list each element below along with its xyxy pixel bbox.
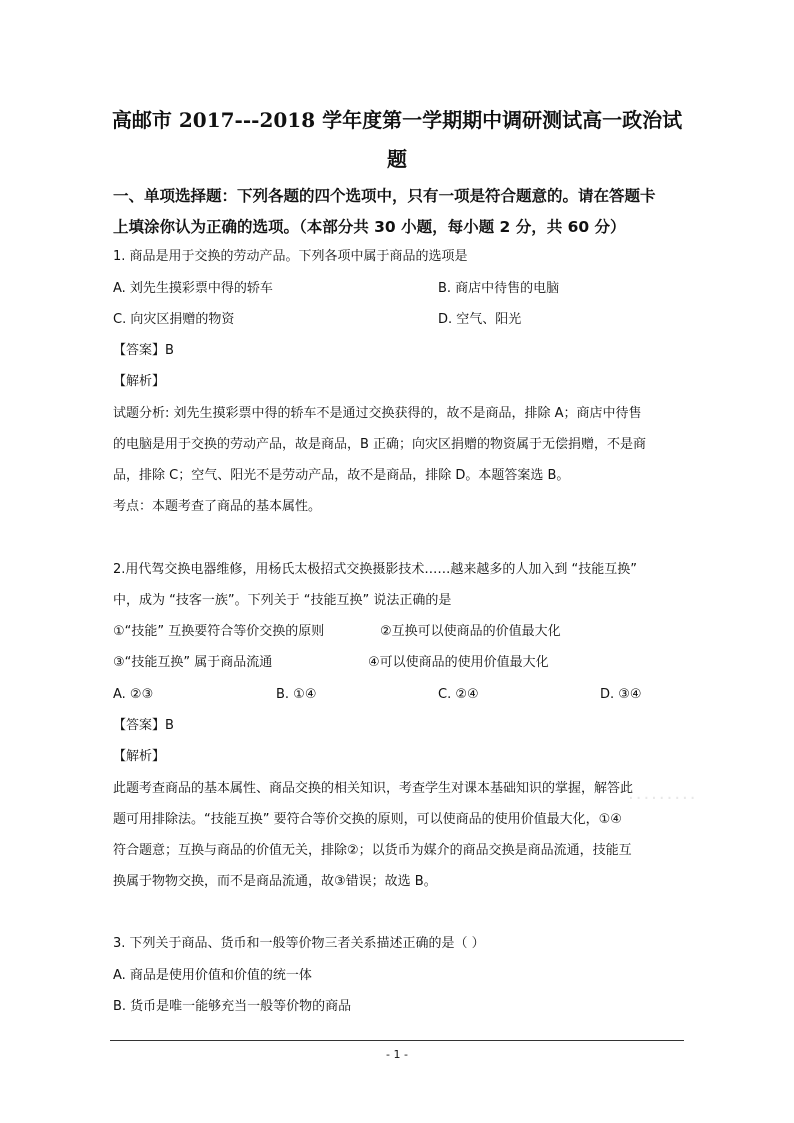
q2-analysis-line: 此题考查商品的基本属性、商品交换的相关知识，考查学生对课本基础知识的掌握，解答此 [113, 781, 634, 796]
q2-stem: 2.用代驾交换电器维修，用杨氏太极招式交换摄影技术……越来越多的人加入到 “技能互换” [113, 562, 638, 577]
q2-analysis-line: 符合题意；互换与商品的价值无关，排除②；以货币为媒介的商品交换是商品流通，技能互 [113, 843, 632, 858]
q2-option-d: D. ③④ [600, 687, 642, 702]
q1-knowledge-point: 考点：本题考查了商品的基本属性。 [113, 499, 322, 514]
page-title-continued: 题 [387, 147, 407, 171]
q1-analysis-line: 的电脑是用于交换的劳动产品，故是商品，B 正确；向灾区捐赠的物资属于无偿捐赠，不是商 [113, 437, 647, 452]
q2-stem-continued: 中，成为 “技客一族”。下列关于 “技能互换” 说法正确的是 [113, 593, 452, 608]
watermark: ········· [628, 788, 698, 809]
page-number: - 1 - [386, 1048, 408, 1061]
q2-option-a: A. ②③ [113, 687, 154, 702]
q2-statement-4: ④可以使商品的使用价值最大化 [368, 655, 549, 670]
q1-option-c: C. 向灾区捐赠的物资 [113, 312, 235, 327]
q3-option-a: A. 商品是使用价值和价值的统一体 [113, 968, 312, 983]
q1-answer: 【答案】B [113, 343, 174, 358]
q2-answer: 【答案】B [113, 718, 174, 733]
q2-analysis-label: 【解析】 [113, 749, 166, 764]
q1-analysis-line: 品，排除 C；空气、阳光不是劳动产品，故不是商品，排除 D。本题答案选 B。 [113, 468, 570, 483]
q2-option-b: B. ①④ [276, 687, 317, 702]
q2-option-c: C. ②④ [438, 687, 479, 702]
q1-analysis-label: 【解析】 [113, 374, 166, 389]
q1-option-a: A. 刘先生摸彩票中得的轿车 [113, 281, 273, 296]
q1-analysis-line: 试题分析: 刘先生摸彩票中得的轿车不是通过交换获得的，故不是商品，排除 A；商店中待售 [113, 406, 642, 421]
q1-option-b: B. 商店中待售的电脑 [438, 281, 560, 296]
q2-statement-3: ③“技能互换” 属于商品流通 [113, 655, 273, 670]
q3-option-b: B. 货币是唯一能够充当一般等价物的商品 [113, 999, 352, 1014]
footer-rule [110, 1040, 684, 1041]
q2-statement-2: ②互换可以使商品的价值最大化 [380, 624, 561, 639]
q1-option-d: D. 空气、阳光 [438, 312, 522, 327]
q1-stem: 1. 商品是用于交换的劳动产品。下列各项中属于商品的选项是 [113, 249, 468, 264]
q2-analysis-line: 题可用排除法。“技能互换” 要符合等价交换的原则，可以使商品的使用价值最大化，①④ [113, 812, 622, 827]
q2-analysis-line: 换属于物物交换，而不是商品流通，故③错误；故选 B。 [113, 874, 437, 889]
section-heading: 一、单项选择题：下列各题的四个选项中，只有一项是符合题意的。请在答题卡 [113, 187, 656, 205]
page-title: 高邮市 2017---2018 学年度第一学期期中调研测试高一政治试 [111, 108, 683, 132]
q3-stem: 3. 下列关于商品、货币和一般等价物三者关系描述正确的是（ ） [113, 936, 485, 951]
q2-statement-1: ①“技能” 互换要符合等价交换的原则 [113, 624, 325, 639]
section-heading-continued: 上填涂你认为正确的选项。（本部分共 30 小题，每小题 2 分，共 60 分） [113, 218, 626, 236]
